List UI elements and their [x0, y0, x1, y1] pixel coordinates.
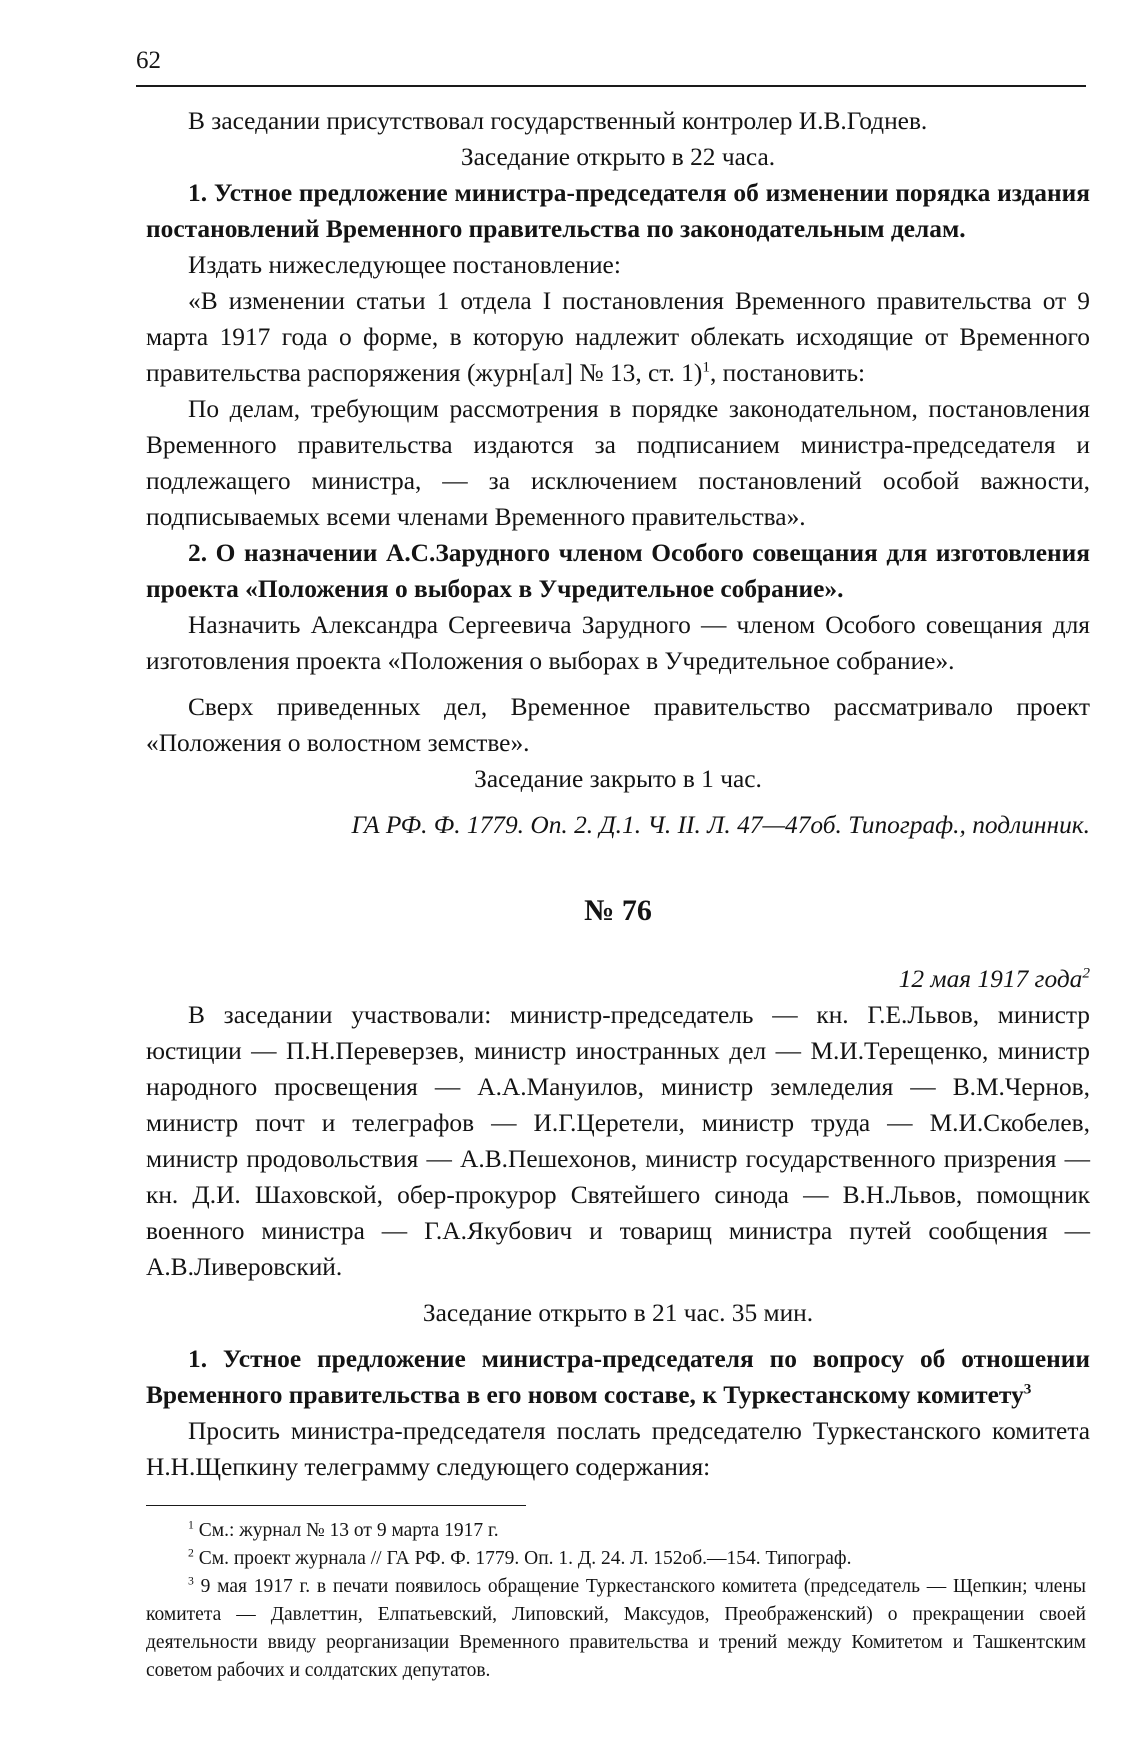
- footnote: [146, 1573, 1086, 1685]
- doc1-item2-heading: 2. О назначении А.С.Зарудного членом Особого совещания для изготовления проекта «Положения о выборах в Учредительное собрание».: [146, 539, 1090, 603]
- page-number: 62: [136, 47, 161, 74]
- header-rule: [136, 85, 1086, 87]
- footnote-ref-3[interactable]: 3: [1023, 1380, 1032, 1398]
- doc2-item1-heading-text: 1. Устное предложение министра-председателя по вопросу об отношении Временного правительства в его новом составе, к Туркестанскому комитету: [146, 1345, 1090, 1409]
- doc2-date-text: 12 мая 1917 года: [898, 965, 1083, 993]
- footnote-text: См.: журнал № 13 от 9 марта 1917 г.: [198, 1520, 499, 1541]
- footnote-mark: 1: [188, 1518, 194, 1532]
- doc1-attended: В заседании присутствовал государственный контролер И.В.Годнев.: [188, 107, 928, 135]
- spacer: [146, 797, 1090, 807]
- footnote-text: См. проект журнала // ГА РФ. Ф. 1779. Оп. 1. Д. 24. Л. 152об.—154. Типограф.: [198, 1548, 852, 1569]
- doc1-item1-quote-body: По делам, требующим рассмотрения в порядке законодательном, постановления Временного правительства издаются за подписанием министра-председателя и подлежащего министра, — за исключением постановлений особой важности, подписываемых всеми членами Временного правительства».: [146, 395, 1090, 531]
- doc2-number: № 76: [584, 894, 652, 927]
- footnote-rule: [146, 1505, 526, 1506]
- spacer: [146, 1285, 1090, 1295]
- doc1-item1-quote-text: «В изменении статьи 1 отдела I постановления Временного правительства от 9 марта 1917 года о форме, в которую надлежит облекать исходящие от Временного правительства распоряжения (журн[ал] № 13, ст. 1): [146, 287, 1090, 387]
- doc1-closed: Заседание закрыто в 1 час.: [474, 765, 762, 793]
- doc1-item1-quote: [146, 283, 1090, 391]
- footnote-ref-1[interactable]: 1: [702, 358, 710, 376]
- footnote-text: 9 мая 1917 г. в печати появилось обращение Туркестанского комитета (председатель — Щепкин; члены комитета — Давлеттин, Елпатьевский, Липовский, Максудов, Преображенский) о прекращении своей деятельности ввиду реорганизации Временного правительства и трений между Комитетом и Ташкентским советом рабочих и солдатских депутатов.: [146, 1576, 1086, 1681]
- spacer: [146, 679, 1090, 689]
- doc1-item1-quote-tail: , постановить:: [709, 359, 866, 387]
- footnote: [146, 1545, 1086, 1573]
- doc1-item2-resolution: Назначить Александра Сергеевича Зарудного — членом Особого совещания для изготовления проекта «Положения о выборах в Учредительное собрание».: [146, 611, 1090, 675]
- doc1-item1-resolution: Издать нижеследующее постановление:: [188, 251, 621, 279]
- footnotes: [146, 1517, 1086, 1685]
- footnote-ref-2[interactable]: 2: [1082, 964, 1090, 982]
- doc2-opened: Заседание открыто в 21 час. 35 мин.: [422, 1299, 814, 1327]
- spacer: [146, 931, 1090, 961]
- doc1-opened: Заседание открыто в 22 часа.: [460, 143, 776, 171]
- footnote-mark: 3: [188, 1574, 194, 1588]
- footnote: [146, 1517, 1086, 1545]
- doc2-participants: В заседании участвовали: министр-председатель — кн. Г.Е.Львов, министр юстиции — П.Н.Переверзев, министр иностранных дел — М.И.Терещенко, министр народного просвещения — А.А.Мануилов, министр земледелия — В.М.Чернов, министр почт и телеграфов — И.Г.Церетели, министр труда — М.И.Скобелев, министр продовольствия — А.В.Пешехонов, министр государственного призрения — кн. Д.И. Шаховской, обер-прокурор Святейшего синода — В.Н.Львов, помощник военного министра — Г.А.Якубович и товарищ министра путей сообщения — А.В.Ливеровский.: [146, 1001, 1090, 1281]
- main-text: [146, 103, 1090, 1485]
- doc1-extra: Сверх приведенных дел, Временное правительство рассматривало проект «Положения о волостном земстве».: [146, 693, 1090, 757]
- doc2-item1-heading: [146, 1341, 1090, 1413]
- spacer: [146, 1331, 1090, 1341]
- footnote-mark: 2: [188, 1546, 194, 1560]
- spacer: [146, 843, 1090, 891]
- doc1-item1-heading: 1. Устное предложение министра-председателя об изменении порядка издания постановлений Временного правительства по законодательным делам.: [146, 179, 1090, 243]
- doc2-date: [146, 961, 1090, 997]
- doc2-item1-resolution: Просить министра-председателя послать председателю Туркестанского комитета Н.Н.Щепкину телеграмму следующего содержания:: [146, 1417, 1090, 1481]
- doc1-source: ГА РФ. Ф. 1779. Оп. 2. Д.1. Ч. II. Л. 47—47об. Типограф., подлинник.: [351, 811, 1090, 839]
